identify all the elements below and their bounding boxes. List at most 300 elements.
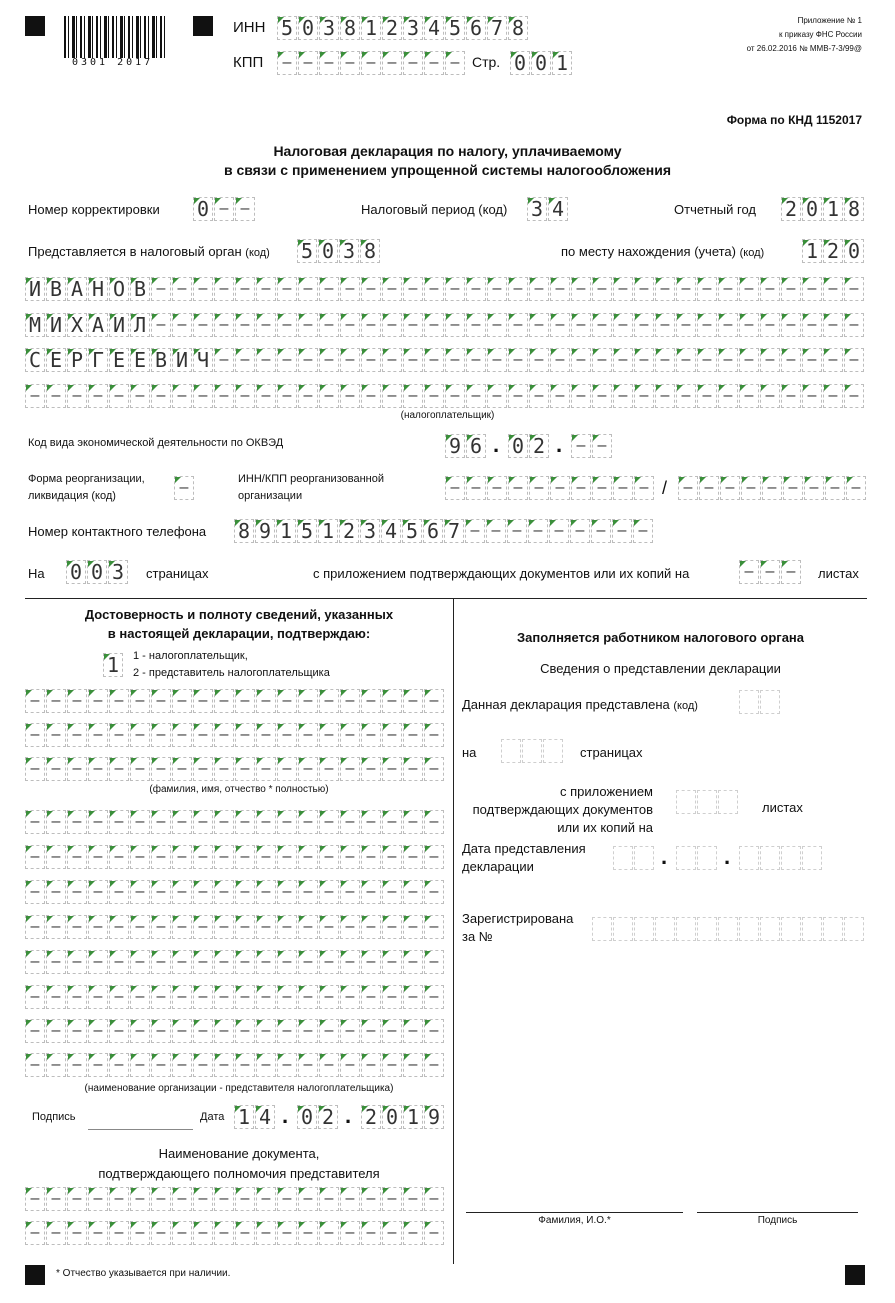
char-cell [697,348,717,372]
char-cell [151,1187,171,1211]
char-cell [25,810,45,834]
date-day-cells[interactable] [234,1105,276,1129]
reg-line2: за № [462,929,493,944]
char-cell [592,348,612,372]
char-cell [382,985,402,1009]
char-cell [298,689,318,713]
char-cell [613,917,633,941]
char-cell: 1 [103,653,123,677]
char-cell [718,790,738,814]
char-cell [277,845,297,869]
char-cell [88,880,108,904]
char-cell [235,845,255,869]
char-cell [214,757,234,781]
char-cell [214,313,234,337]
char-cell [718,384,738,408]
char-cell [151,810,171,834]
char-cell [172,1187,192,1211]
right-attach-line2: подтверждающих документов [472,802,653,817]
char-cell: Е [46,348,66,372]
attach-sheets-cells[interactable] [739,560,802,584]
char-cell: 7 [444,519,464,543]
char-cell: Е [109,348,129,372]
doc-title-line2: подтверждающего полномочия представителя [98,1166,380,1181]
char-cell [298,880,318,904]
signer-option2: 2 - представитель налогоплательщика [133,667,330,679]
char-cell [172,1019,192,1043]
char-cell [109,384,129,408]
char-cell [340,845,360,869]
date-month-cells[interactable] [297,1105,339,1129]
form-code: Форма по КНД 1152017 [726,113,862,127]
char-cell [319,1221,339,1245]
page-number-cells[interactable] [510,51,573,75]
section-divider [25,598,867,599]
char-cell [193,1187,213,1211]
char-cell [109,1019,129,1043]
submitted-code-cells[interactable] [739,690,781,714]
char-cell [25,384,45,408]
char-cell [319,950,339,974]
char-cell [130,1053,150,1077]
char-cell [25,1019,45,1043]
char-cell [403,757,423,781]
char-cell [277,950,297,974]
char-cell [361,348,381,372]
char-cell [697,384,717,408]
char-cell [193,1221,213,1245]
char-cell: 0 [531,51,551,75]
corner-marker-top-mid [193,16,213,36]
char-cell [340,880,360,904]
char-cell [88,985,108,1009]
char-cell [762,476,782,500]
char-cell [109,1053,129,1077]
right-signature-caption: Подпись [757,1215,798,1226]
char-cell [46,384,66,408]
char-cell [760,348,780,372]
char-cell [382,810,402,834]
reorg-inn-label-line2: организации [238,490,303,502]
char-cell [340,51,360,75]
char-cell [403,277,423,301]
char-cell [256,915,276,939]
char-cell [151,277,171,301]
char-cell [697,313,717,337]
char-cell [25,985,45,1009]
char-cell: 1 [802,239,822,263]
char-cell [172,915,192,939]
char-cell: 8 [508,16,528,40]
char-cell [172,757,192,781]
char-cell [235,1019,255,1043]
char-cell [130,1221,150,1245]
char-cell [67,1187,87,1211]
taxpayer-caption: (налогоплательщик) [400,410,495,421]
char-cell: 6 [466,16,486,40]
char-cell [256,277,276,301]
reorg-label-line1: Форма реорганизации, [28,473,145,485]
org-row5-cells[interactable] [25,950,445,974]
char-cell [151,950,171,974]
right-attach-cells[interactable] [676,790,739,814]
year-cells[interactable] [781,197,865,221]
char-cell [592,277,612,301]
char-cell [319,757,339,781]
okved-part3-cells[interactable] [571,434,613,458]
char-cell [67,384,87,408]
right-date-dot2: . [724,844,731,869]
corner-marker-bottom-right [845,1265,865,1285]
date-label: Дата [200,1111,225,1123]
date-year-cells[interactable] [361,1105,445,1129]
char-cell: 2 [361,1105,381,1129]
char-cell [340,985,360,1009]
char-cell: Е [130,348,150,372]
fio-row3-cells[interactable] [25,757,445,781]
right-date-day-cells[interactable] [613,846,655,870]
char-cell [382,1019,402,1043]
char-cell [88,950,108,974]
char-cell [88,1187,108,1211]
char-cell: Р [67,348,87,372]
char-cell [382,1053,402,1077]
char-cell [571,277,591,301]
char-cell: 8 [844,197,864,221]
char-cell [46,915,66,939]
char-cell: 5 [402,519,422,543]
char-cell [403,1221,423,1245]
patronymic-cells[interactable] [25,348,865,372]
footer-note: * Отчество указывается при наличии. [56,1268,231,1279]
char-cell [46,845,66,869]
char-cell [361,689,381,713]
pages-on-label: На [28,566,45,581]
char-cell [739,846,759,870]
char-cell [151,1019,171,1043]
doc-row2-cells[interactable] [25,1221,445,1245]
char-cell [235,384,255,408]
char-cell [46,810,66,834]
char-cell: 0 [508,434,528,458]
char-cell: 2 [781,197,801,221]
char-cell [214,845,234,869]
correction-cells[interactable] [193,197,256,221]
fio-sign-line[interactable] [466,1212,683,1213]
char-cell [529,476,549,500]
char-cell [403,1019,423,1043]
right-pages-cells[interactable] [501,739,564,763]
char-cell [613,348,633,372]
org-row2-cells[interactable] [25,845,445,869]
char-cell [256,313,276,337]
char-cell [529,348,549,372]
char-cell [382,880,402,904]
okved-part2-cells[interactable] [508,434,550,458]
attach-label: с приложением подтверждающих документов или их копий на [313,566,690,581]
fio-row1-cells[interactable] [25,689,445,713]
char-cell [193,950,213,974]
char-cell [151,845,171,869]
right-date-month-cells[interactable] [676,846,718,870]
char-cell [340,810,360,834]
char-cell [109,985,129,1009]
char-cell [235,950,255,974]
char-cell [844,313,864,337]
char-cell [718,313,738,337]
char-cell [382,277,402,301]
reg-number-cells[interactable] [592,917,865,941]
char-cell: 9 [255,519,275,543]
char-cell [214,1053,234,1077]
location-cells[interactable] [802,239,865,263]
char-cell [382,313,402,337]
char-cell [88,689,108,713]
right-fio-caption: Фамилия, И.О.* [538,1215,611,1226]
reorg-inn-cells[interactable] [445,476,655,500]
char-cell: 0 [318,239,338,263]
kpp-cells[interactable] [277,51,466,75]
reorg-form-cells[interactable] [174,476,195,500]
signature-line[interactable] [88,1129,193,1130]
fio-caption: (фамилия, имя, отчество * полностью) [149,784,329,795]
char-cell [277,51,297,75]
char-cell [130,845,150,869]
char-cell [319,985,339,1009]
okved-part1-cells[interactable] [445,434,487,458]
char-cell [361,810,381,834]
surname-cells[interactable] [25,277,865,301]
char-cell: 2 [318,1105,338,1129]
char-cell [109,1187,129,1211]
char-cell [256,810,276,834]
char-cell [319,1053,339,1077]
char-cell [172,950,192,974]
char-cell [214,348,234,372]
char-cell [214,810,234,834]
char-cell: 3 [527,197,547,221]
pages-cells[interactable] [66,560,129,584]
char-cell: В [130,277,150,301]
char-cell [718,917,738,941]
char-cell [655,313,675,337]
char-cell [319,384,339,408]
char-cell [130,880,150,904]
char-cell [340,1053,360,1077]
char-cell [424,384,444,408]
pages-label: страницах [146,566,209,581]
char-cell [382,757,402,781]
char-cell [235,1053,255,1077]
char-cell [781,277,801,301]
char-cell [256,950,276,974]
okved-dot2: . [556,432,563,457]
org-row8-cells[interactable] [25,1053,445,1077]
char-cell [214,197,234,221]
period-cells[interactable] [527,197,569,221]
char-cell: 0 [87,560,107,584]
char-cell [445,476,465,500]
char-cell [88,384,108,408]
char-cell: 7 [487,16,507,40]
inn-cells[interactable] [277,16,529,40]
char-cell [361,1187,381,1211]
okved-label: Код вида экономической деятельности по ОКВЭД [28,437,284,449]
char-cell [550,277,570,301]
sheets-label: листах [818,566,859,581]
char-cell [25,689,45,713]
char-cell [781,917,801,941]
char-cell [823,313,843,337]
title-line1: Налоговая декларация по налогу, уплачиваемому [273,143,622,159]
char-cell [25,1053,45,1077]
char-cell [67,1019,87,1043]
char-cell [487,277,507,301]
char-cell [340,723,360,747]
inn-label: ИНН [233,19,266,36]
char-cell [235,810,255,834]
reorg-kpp-cells[interactable] [678,476,867,500]
char-cell [403,313,423,337]
signer-type-cells[interactable] [103,653,124,677]
right-on-label: на [462,745,477,760]
char-cell [570,519,590,543]
char-cell [298,384,318,408]
char-cell [298,348,318,372]
char-cell [109,810,129,834]
authority-cells[interactable] [297,239,381,263]
char-cell [25,845,45,869]
char-cell [277,985,297,1009]
char-cell [172,1221,192,1245]
char-cell [172,689,192,713]
char-cell: 5 [297,239,317,263]
char-cell: 1 [318,519,338,543]
char-cell [130,384,150,408]
year-label: Отчетный год [674,202,756,217]
char-cell [172,845,192,869]
char-cell [361,277,381,301]
char-cell [382,723,402,747]
org-row7-cells[interactable] [25,1019,445,1043]
char-cell [571,384,591,408]
char-cell [844,917,864,941]
char-cell [46,689,66,713]
name-cells[interactable] [25,313,865,337]
char-cell [403,384,423,408]
char-cell [781,384,801,408]
char-cell [634,384,654,408]
signature-sign-line[interactable] [697,1212,858,1213]
char-cell [676,313,696,337]
char-cell [844,277,864,301]
fio-row2-cells[interactable] [25,723,445,747]
char-cell [403,915,423,939]
char-cell [174,476,194,500]
char-cell [424,277,444,301]
char-cell [655,384,675,408]
char-cell: И [46,313,66,337]
char-cell [487,348,507,372]
char-cell [361,915,381,939]
org-row3-cells[interactable] [25,880,445,904]
char-cell [277,723,297,747]
char-cell [846,476,866,500]
char-cell [340,277,360,301]
char-cell [760,846,780,870]
char-cell [319,51,339,75]
char-cell [298,277,318,301]
char-cell [466,348,486,372]
char-cell [424,313,444,337]
char-cell [193,810,213,834]
char-cell: 0 [297,1105,317,1129]
char-cell [151,985,171,1009]
org-row4-cells[interactable] [25,915,445,939]
char-cell [549,519,569,543]
char-cell: 3 [339,239,359,263]
char-cell [25,1221,45,1245]
char-cell [277,1187,297,1211]
char-cell [403,1053,423,1077]
char-cell: 3 [360,519,380,543]
char-cell: Л [130,313,150,337]
name-extra-cells[interactable] [25,384,865,408]
char-cell [277,757,297,781]
char-cell [88,915,108,939]
char-cell [277,313,297,337]
char-cell [151,313,171,337]
org-row6-cells[interactable] [25,985,445,1009]
char-cell [760,384,780,408]
char-cell [46,950,66,974]
char-cell [739,560,759,584]
char-cell [298,723,318,747]
char-cell [739,348,759,372]
location-label [561,244,764,259]
char-cell: 4 [548,197,568,221]
char-cell [361,1053,381,1077]
char-cell [46,1187,66,1211]
char-cell: 4 [424,16,444,40]
char-cell [424,348,444,372]
char-cell [193,880,213,904]
char-cell [67,985,87,1009]
char-cell [802,846,822,870]
char-cell [235,880,255,904]
right-attach-line3: или их копий на [557,820,653,835]
char-cell: И [172,348,192,372]
char-cell [109,880,129,904]
char-cell [172,384,192,408]
correction-label: Номер корректировки [28,202,160,217]
char-cell [25,1187,45,1211]
char-cell [109,845,129,869]
char-cell [739,313,759,337]
char-cell: 4 [381,519,401,543]
char-cell [823,348,843,372]
char-cell [172,880,192,904]
char-cell: 8 [234,519,254,543]
char-cell [193,277,213,301]
okved-dot1: . [493,432,500,457]
right-date-year-cells[interactable] [739,846,823,870]
char-cell [46,723,66,747]
doc-row1-cells[interactable] [25,1187,445,1211]
org-row1-cells[interactable] [25,810,445,834]
char-cell [298,1221,318,1245]
phone-cells[interactable] [234,519,654,543]
